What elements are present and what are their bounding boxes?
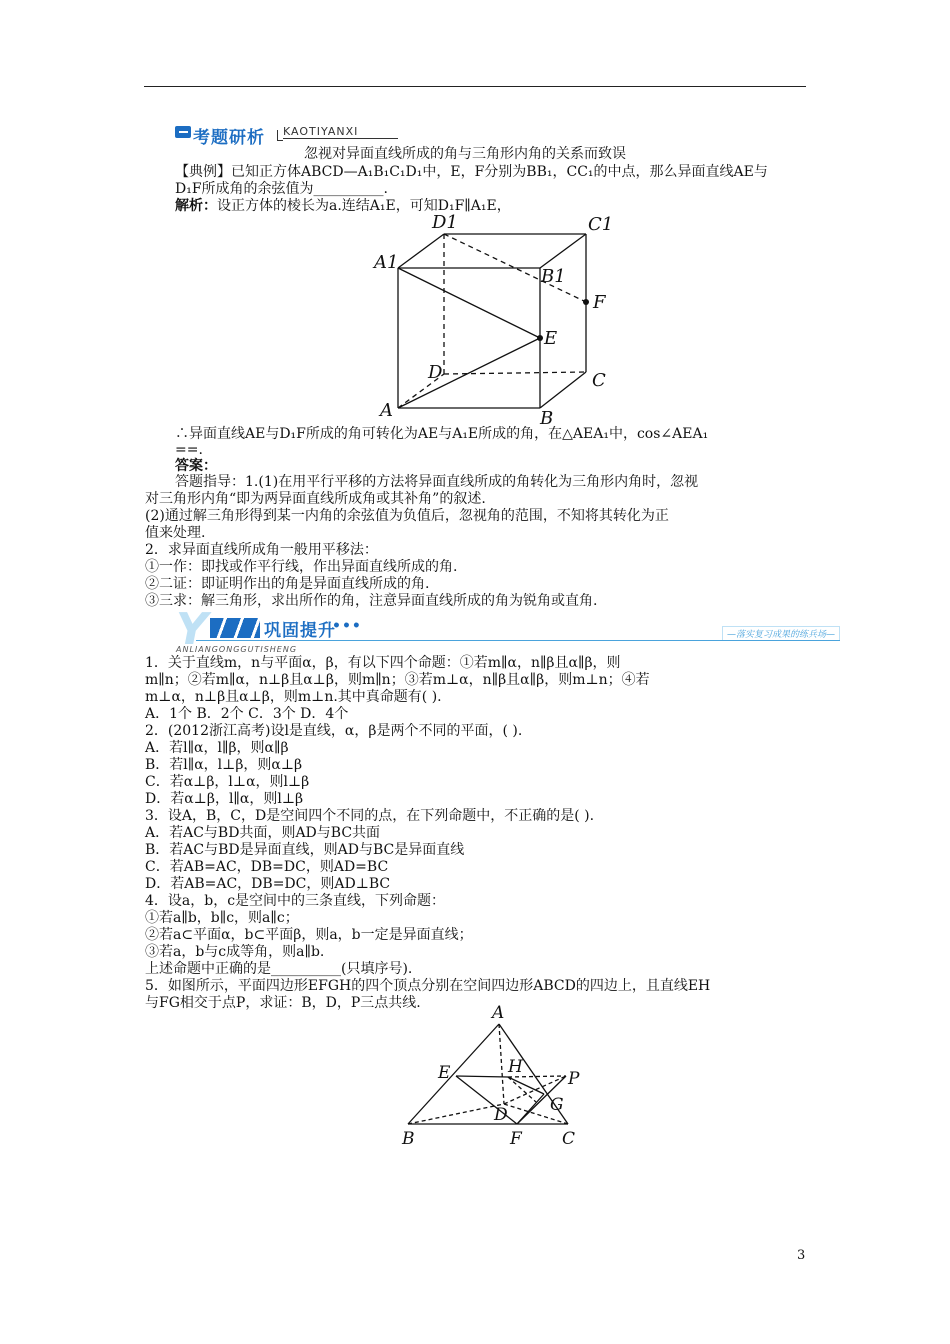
label-b: B [402,1129,415,1149]
question-line: 3．设A，B，C，D是空间四个不同的点，在下列命题中，不正确的是( ). [145,808,595,824]
guide-line: 对三角形内角“即为两异面直线所成角或其补角”的叙述. [145,491,486,507]
therefore-line: ∴异面直线AE与D₁F所成的角可转化为AE与A₁E所成的角，在△AEA₁中，cos∠AEA₁ [175,426,709,442]
point-f [583,299,589,305]
guide-line: 答题指导：1.(1)在用平行平移的方法将异面直线所成的角转化为三角形内角时，忽视 [175,474,699,490]
banner-rule [196,640,840,641]
question-line: ②若a⊂平面α，b⊂平面β，则a，b一定是异面直线； [145,927,473,943]
stripe-bar-icon [210,618,260,638]
guide-line: ②二证：即证明作出的角是异面直线所成的角. [145,576,430,592]
label-d1: D1 [432,212,458,233]
segment-e-h [456,1076,508,1077]
question-line: ③若a，b与c成等角，则a∥b. [145,944,325,960]
label-p: P [568,1069,580,1089]
therefore-line: ==. [175,442,203,458]
guide-line: (2)通过解三角形得到某一内角的余弦值为负值后，忽视角的范围，不知将其转化为正 [145,508,669,524]
question-line: 与FG相交于点P，求证：B，D，P三点共线. [145,995,421,1011]
example-line: D₁F所成角的余弦值为__________. [175,181,389,197]
label-c1: C1 [588,214,614,235]
question-line: D．若AB=AC，DB=DC，则AD⊥BC [145,876,391,892]
section-subtitle: KAOTIYANXI [283,125,398,139]
label-f: F [593,292,606,313]
edge-a-b [408,1024,499,1124]
analysis-text: 设正方体的棱长为a.连结A₁E，可知D₁F∥A₁E， [217,198,511,214]
segment-a1-e [398,268,540,338]
cube-figure [370,210,620,425]
section-pinyin: ANLIANGONGGUTISHENG [176,645,298,654]
label-a: A [492,1003,505,1023]
label-h: H [508,1057,523,1077]
question-line: D．若α⊥β，l∥α，则l⊥β [145,791,304,807]
question-line: A．若l∥α，l∥β，则α∥β [145,740,289,756]
label-e: E [544,328,558,349]
question-line: A．若AC与BD共面，则AD与BC共面 [145,825,381,841]
edge-d-c [444,372,586,374]
edge-a-d [499,1024,504,1104]
question-line: 上述命题中正确的是__________(只填序号). [145,961,413,977]
guide-line: ③三求：解三角形，求出所作的角，注意异面直线所成的角为锐角或直角. [145,593,598,609]
question-line: ①若a∥b，b∥c，则a∥c； [145,910,299,926]
question-line: 1．关于直线m，n与平面α，β，有以下四个命题：①若m∥α，n∥β且α∥β，则 [145,655,621,671]
answer-label: 答案： [175,458,217,474]
question-line: B．若AC与BD是异面直线，则AD与BC是异面直线 [145,842,465,858]
label-a: A [380,400,393,421]
page-number: 3 [797,1248,806,1263]
question-line: C．若α⊥β，l⊥α，则l⊥β [145,774,310,790]
label-c: C [592,370,606,391]
question-line: m∥n；②若m∥α，n⊥β且α⊥β，则m∥n；③若m⊥α，n∥β且α∥β，则m⊥n；④若 [145,672,650,688]
question-line: B．若l∥α，l⊥β，则α⊥β [145,757,303,773]
label-f: F [510,1129,522,1149]
section-motto: —落实复习成果的练兵场— [722,626,840,641]
segment-h-g [508,1077,536,1102]
label-d: D [428,362,443,383]
edge-b-c [540,372,586,408]
label-d: D [494,1105,508,1125]
label-e: E [438,1063,451,1083]
point-e [537,335,543,341]
question-line: 4．设a，b，c是空间中的三条直线，下列命题： [145,893,446,909]
section-title: 考题研析 [193,128,265,148]
edge-b1-c1 [540,234,586,268]
question-line: A．1个 B．2个 C．3个 D．4个 [145,706,349,722]
question-line: 2．(2012浙江高考)设l是直线，α，β是两个不同的平面，( ). [145,723,523,739]
analysis-label: 解析： [175,198,217,214]
segment-e-f [456,1076,517,1124]
header-rule [144,86,806,87]
section-banner-gonggutisheng [176,604,840,662]
label-g: G [550,1095,564,1115]
question-line: C．若AB=AC，DB=DC，则AD=BC [145,859,389,875]
arrow-icon [175,126,191,138]
section-dots: ••• [332,618,362,634]
question-line: m⊥α，n⊥β且α⊥β，则m⊥n.其中真命题有( ). [145,689,442,705]
quadrilateral-figure [396,1002,596,1152]
guide-line: 2．求异面直线所成角一般用平移法： [145,542,378,558]
question-line: 5．如图所示，平面四边形EFGH的四个顶点分别在空间四边形ABCD的四边上，且直线EH [145,978,711,994]
edge-a1-d1 [398,234,444,268]
label-b: B [540,408,554,425]
example-line: 【典例】已知正方体ABCD—A₁B₁C₁D₁中，E，F分别为BB₁，CC₁的中点，那么异面直线AE与 [175,164,768,180]
segment-g-h [508,1077,544,1094]
label-a1: A1 [374,252,399,273]
section-title: 巩固提升 [264,621,336,641]
guide-line: 值来处理. [145,525,206,541]
label-c: C [562,1129,576,1149]
guide-line: ①一作：即找或作平行线，作出异面直线所成的角. [145,559,458,575]
label-b1: B1 [541,266,566,287]
y-logo-icon: Y [176,604,208,655]
section-heading: 忽视对异面直线所成的角与三角形内角的关系而致误 [304,146,626,162]
edge-b-d [408,1104,504,1124]
